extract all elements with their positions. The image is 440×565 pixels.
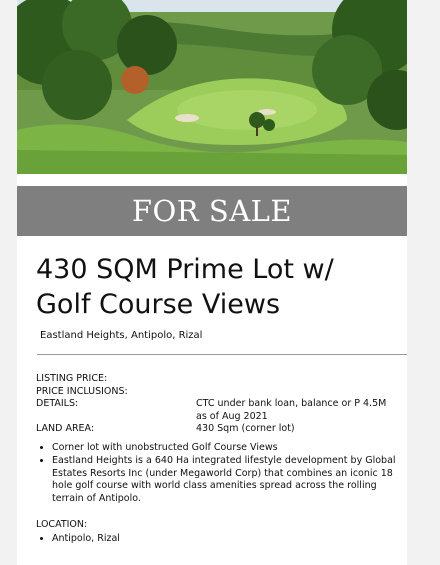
listing-sheet bbox=[17, 0, 407, 565]
detail-row-land-area bbox=[36, 423, 396, 436]
detail-row-listing-price bbox=[36, 373, 396, 386]
detail-label: DETAILS: bbox=[36, 398, 79, 409]
detail-value-line-1: CTC under bank loan, balance or P 4.5M bbox=[196, 398, 387, 409]
detail-value bbox=[196, 373, 396, 386]
detail-label: LISTING PRICE: bbox=[36, 373, 108, 384]
detail-label: LAND AREA: bbox=[36, 423, 95, 434]
details-section bbox=[36, 373, 396, 546]
listing-title bbox=[36, 252, 396, 322]
detail-value bbox=[196, 398, 396, 423]
listing-subtitle: Eastland Heights, Antipolo, Rizal bbox=[40, 330, 203, 341]
list-item: • Corner lot with unobstructed Golf Course Views bbox=[52, 442, 396, 455]
golf-course-photo bbox=[17, 0, 407, 174]
features-list bbox=[36, 442, 396, 506]
list-item: • Antipolo, Rizal bbox=[52, 533, 396, 546]
banner-text: FOR SALE bbox=[131, 194, 293, 228]
detail-row-details bbox=[36, 398, 396, 423]
detail-label: PRICE INCLUSIONS: bbox=[36, 385, 128, 397]
divider bbox=[37, 354, 407, 355]
detail-value-line-2: as of Aug 2021 bbox=[196, 410, 268, 422]
location-list bbox=[36, 533, 396, 546]
golf-course-image bbox=[17, 0, 407, 174]
list-item: • Eastland Heights is a 640 Ha integrated lifestyle development by Global Estates Resorts Inc (under Megaworld Corp) that combines an iconic 18 hole golf course with world class amenities spread across the rolling terrain of Antipolo. bbox=[52, 455, 396, 505]
title-line-1: 430 SQM Prime Lot w/ bbox=[36, 254, 334, 285]
detail-value: 430 Sqm (corner lot) bbox=[196, 423, 295, 434]
for-sale-banner bbox=[17, 186, 407, 236]
title-line-2: Golf Course Views bbox=[36, 289, 281, 320]
detail-row-price-inclusions bbox=[36, 386, 396, 399]
detail-value bbox=[196, 386, 396, 399]
location-heading: LOCATION: bbox=[36, 519, 88, 530]
